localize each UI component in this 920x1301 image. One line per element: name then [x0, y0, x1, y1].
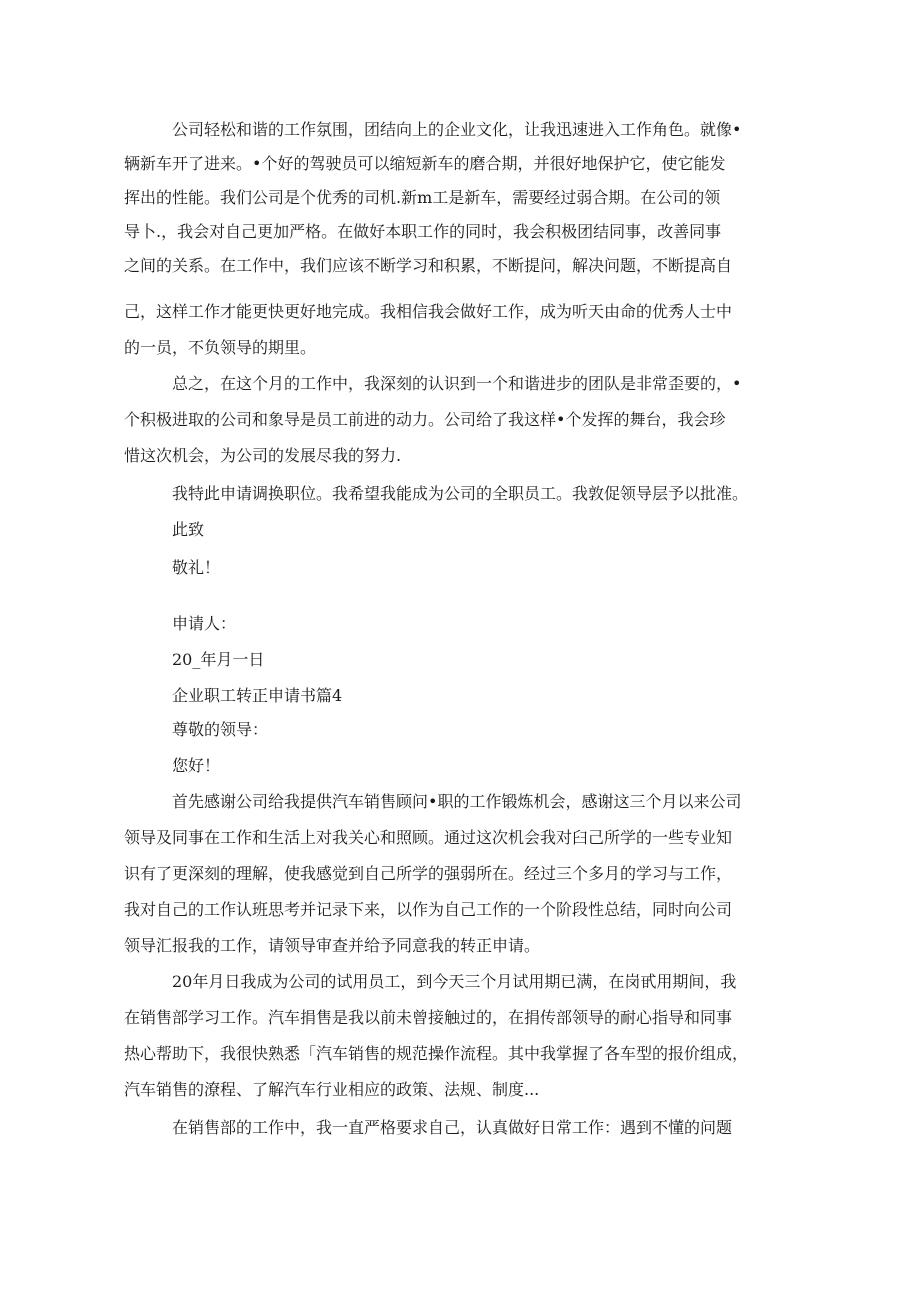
paragraph-4-line-1: 首先感谢公司给我提供汽车销售顾问•职的工作锻炼机会，感谢这三个月以来公司 — [172, 792, 742, 811]
paragraph-1-line-1: 公司轻松和谐的工作氛围，团结向上的企业文化，让我迅速进入工作角色。就像• — [172, 120, 742, 139]
paragraph-5-line-4: 汽车销售的潦程、了解汽车行业相应的政策、法规、制度... — [124, 1080, 540, 1099]
date-line: 20_年月一日 — [172, 650, 265, 669]
paragraph-5-line-2: 在销售部学习工作。汽车捐售是我以前未曾接触过的，在捐传部领导的耐心指导和同事 — [124, 1008, 733, 1027]
closing-2: 敬礼！ — [172, 558, 221, 577]
paragraph-6-line-1: 在销售部的工作中，我一直严格要求自己，认真做好日常工作：遇到不懂的问题 — [172, 1118, 733, 1137]
paragraph-1-line-5: 之间的关系。在工作中，我们应该不断学习和积累，不断提问，解决问题，不断提高自 — [124, 256, 733, 275]
salutation: 尊敬的领导： — [172, 720, 269, 739]
paragraph-1-line-7: 的一员，不负领导的期里。 — [124, 338, 317, 357]
paragraph-1-line-4: 导卜.，我会对自己更加严格。在做好本职工作的同时，我会积极团结同事，改善同事 — [124, 222, 722, 241]
paragraph-1-line-6: 己，这样工作才能更快更好地完成。我相信我会做好工作，成为听天由命的优秀人士中 — [124, 302, 733, 321]
greeting: 您好！ — [172, 756, 221, 775]
paragraph-1-line-2: 辆新车开了进来。•个好的驾驶员可以缩短新车的磨合期，并很好地保护它，使它能发 — [124, 154, 726, 173]
paragraph-4-line-4: 我对自己的工作认班思考并记录下来，以作为自己工作的一个阶段性总结，同时向公司 — [124, 900, 733, 919]
paragraph-1-line-3: 挥出的性能。我们公司是个优秀的司机.新m工是新车，需要经过弱合期。在公司的领 — [124, 188, 721, 207]
paragraph-2-line-2: 个积极进取的公司和象导是员工前进的动力。公司给了我这样•个发挥的舞台，我会珍 — [124, 410, 726, 429]
paragraph-5-line-1: 20年月日我成为公司的试用员工，到今天三个月试用期已满，在岗甙用期间，我 — [172, 972, 737, 991]
closing-1: 此致 — [172, 520, 205, 539]
paragraph-2-line-3: 惜这次机会，为公司的发展尽我的努力. — [124, 446, 402, 465]
section-title: 企业职工转正申请书篇4 — [172, 686, 343, 705]
paragraph-5-line-3: 热心帮助下，我很快熟悉「汽车销售的规范操作流程。其中我掌握了各车型的报价组成， — [124, 1044, 749, 1063]
paragraph-2-line-1: 总之，在这个月的工作中，我深刻的认识到一个和谐进步的团队是非常歪要的，• — [172, 374, 742, 393]
paragraph-3: 我特此申请调换职位。我希望我能成为公司的全职员工。我敦促领导层予以批准。 — [172, 484, 749, 503]
paragraph-4-line-5: 领导汇报我的工作，请领导审查并给予同意我的转正申请。 — [124, 936, 541, 955]
paragraph-4-line-2: 领导及同事在工作和生活上对我关心和照顾。通过这次机会我对臼己所学的一些专业知 — [124, 828, 733, 847]
paragraph-4-line-3: 识有了更深刻的理解，使我感觉到自己所学的强弱所在。经过三个多月的学习与工作， — [124, 864, 733, 883]
applicant-label: 申请人： — [172, 614, 237, 633]
